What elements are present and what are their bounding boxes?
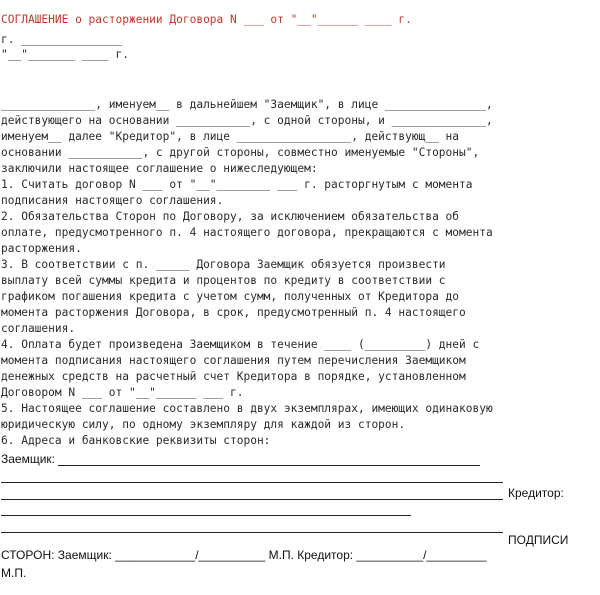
date-line: "__"_______ ____ г.: [1, 48, 129, 61]
document-title: СОГЛАШЕНИЕ о расторжении Договора N ___ от "__"______ ____ г.: [1, 13, 412, 26]
requisites-line: [1, 482, 503, 483]
signatures-row: СТОРОН: Заемщик: ____________/__________ М.П. Кредитор: __________/_________: [1, 548, 487, 562]
clause-5: 5. Настоящее соглашение составлено в двух экземплярах, имеющих одинаковую: [1, 402, 493, 415]
body-line: графиком погашения кредита с учетом сумм, полученных от Кредитора до: [1, 290, 460, 303]
borrower-label: Заемщик:: [1, 452, 56, 466]
body-line: соглашения.: [1, 322, 76, 335]
requisites-line: [1, 515, 411, 516]
body-line: денежных средств на расчетный счет Кредитора в порядке, установленном: [1, 370, 466, 383]
clause-2: 2. Обязательства Сторон по Договору, за исключением обязательства об: [1, 210, 460, 223]
requisites-line: [1, 532, 503, 533]
clause-4: 4. Оплата будет произведена Заемщиком в течение ____ (_________) дней с: [1, 338, 480, 351]
stamp-label: М.П.: [1, 566, 27, 580]
body-line: основании ___________, с другой стороны, совместно именуемые "Стороны",: [1, 146, 480, 159]
clause-1: 1. Считать договор N ___ от "__"________ ___ г. расторгнутым с момента: [1, 178, 473, 191]
creditor-requisites-line: [1, 499, 503, 500]
body-line: выплату всей суммы кредита и процентов по кредиту в соответствии с: [1, 274, 446, 287]
body-line: именуем__ далее "Кредитор", в лице _________________, действующ__ на: [1, 130, 460, 143]
body-line: расторжения.: [1, 242, 82, 255]
body-line: ______________, именуем__ в дальнейшем "Заемщик", в лице _______________,: [1, 98, 493, 111]
body-line: действующего на основании ___________, с одной стороны, и ______________,: [1, 114, 493, 127]
body-line: подписания настоящего соглашения.: [1, 194, 224, 207]
clause-6: 6. Адреса и банковские реквизиты сторон:: [1, 434, 271, 447]
clause-3: 3. В соответствии с п. _____ Договора Заемщик обязуется произвести: [1, 258, 446, 271]
body-line: юридическую силу, по одному экземпляру для каждой из сторон.: [1, 418, 406, 431]
body-line: момента расторжения Договора, в срок, предусмотренный п. 4 настоящего: [1, 306, 466, 319]
body-line: оплате, предусмотренного п. 4 настоящего договора, прекращаются с момента: [1, 226, 493, 239]
body-line: Договором N ___ от "__"______ ___ г.: [1, 386, 244, 399]
body-line: заключили настоящее соглашение о нижеследующем:: [1, 162, 318, 175]
borrower-requisites-line: [58, 465, 480, 466]
creditor-label: Кредитор:: [508, 486, 564, 500]
body-line: момента подписания настоящего соглашения путем перечисления Заемщиком: [1, 354, 466, 367]
signatures-label: ПОДПИСИ: [508, 533, 569, 547]
city-line: г. _______________: [1, 33, 123, 46]
